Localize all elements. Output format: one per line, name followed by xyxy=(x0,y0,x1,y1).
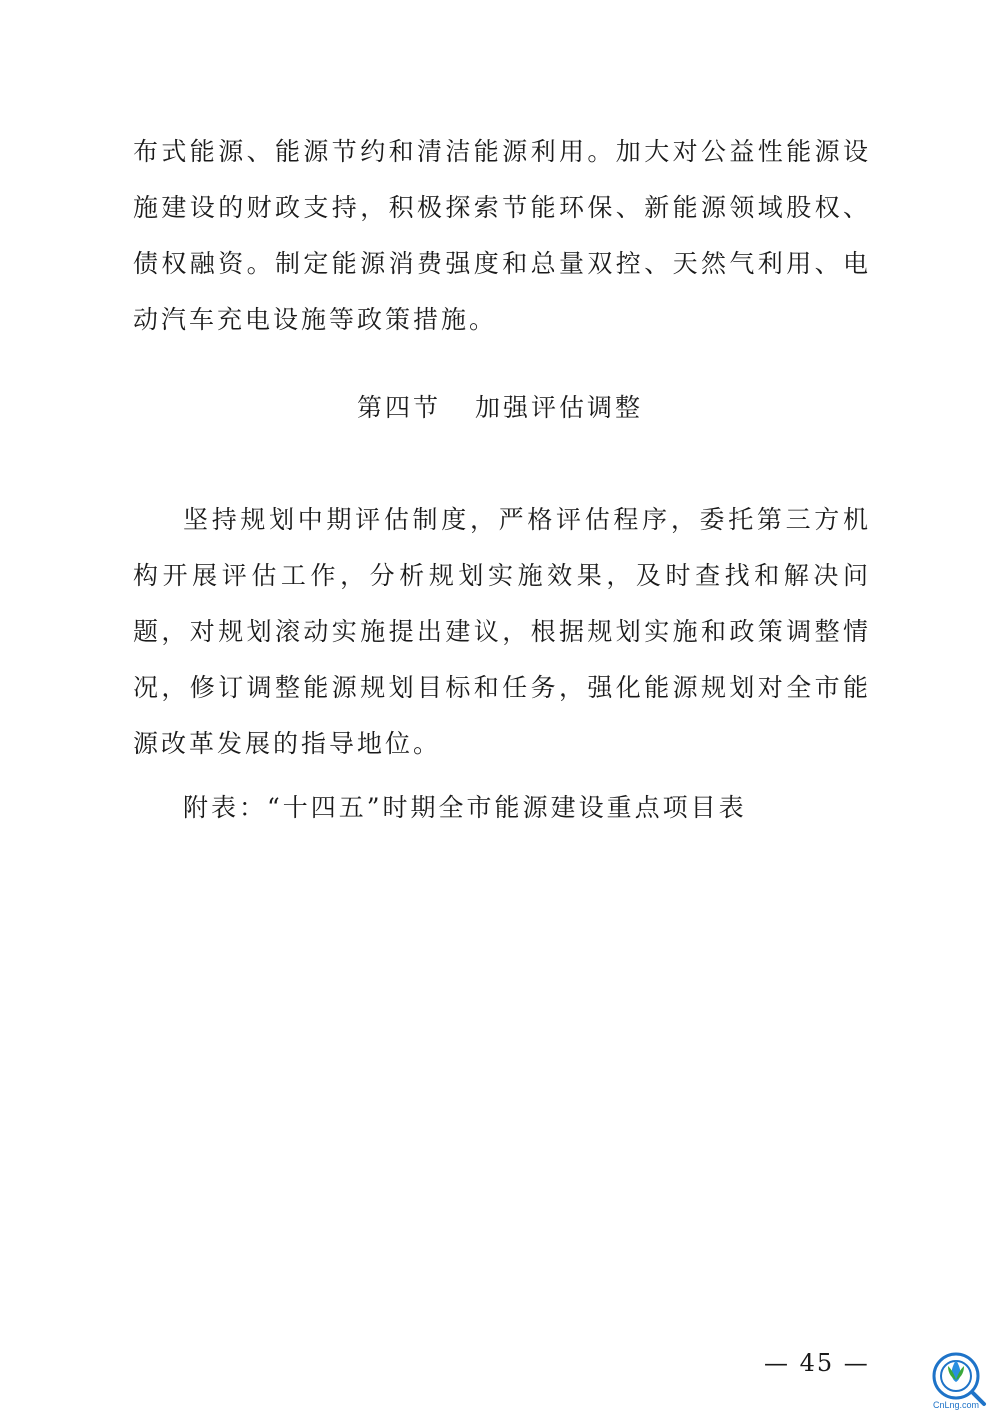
watermark-text: CnLng.com xyxy=(932,1400,980,1410)
body-paragraph-2: 坚持规划中期评估制度，严格评估程序，委托第三方机构开展评估工作，分析规划实施效果，及时查找和解决问题，对规划滚动实施提出建议，根据规划实施和政策调整情况，修订调整能源规划目标和任务，强化能源规划对全市能源改革发展的指导地位。 xyxy=(133,505,871,758)
section-title: 加强评估调整 xyxy=(475,393,644,422)
cnlng-logo-icon xyxy=(926,1346,990,1410)
section-heading xyxy=(0,384,1000,432)
page-number: — 45 — xyxy=(764,1349,870,1377)
body-paragraph-1: 布式能源、能源节约和清洁能源利用。加大对公益性能源设施建设的财政支持，积极探索节能环保、新能源领域股权、债权融资。制定能源消费强度和总量双控、天然气利用、电动汽车充电设施等政策措施。 xyxy=(133,137,871,334)
appendix-reference: 附表：“十四五”时期全市能源建设重点项目表 xyxy=(183,793,747,822)
section-number: 第四节 xyxy=(356,393,441,422)
